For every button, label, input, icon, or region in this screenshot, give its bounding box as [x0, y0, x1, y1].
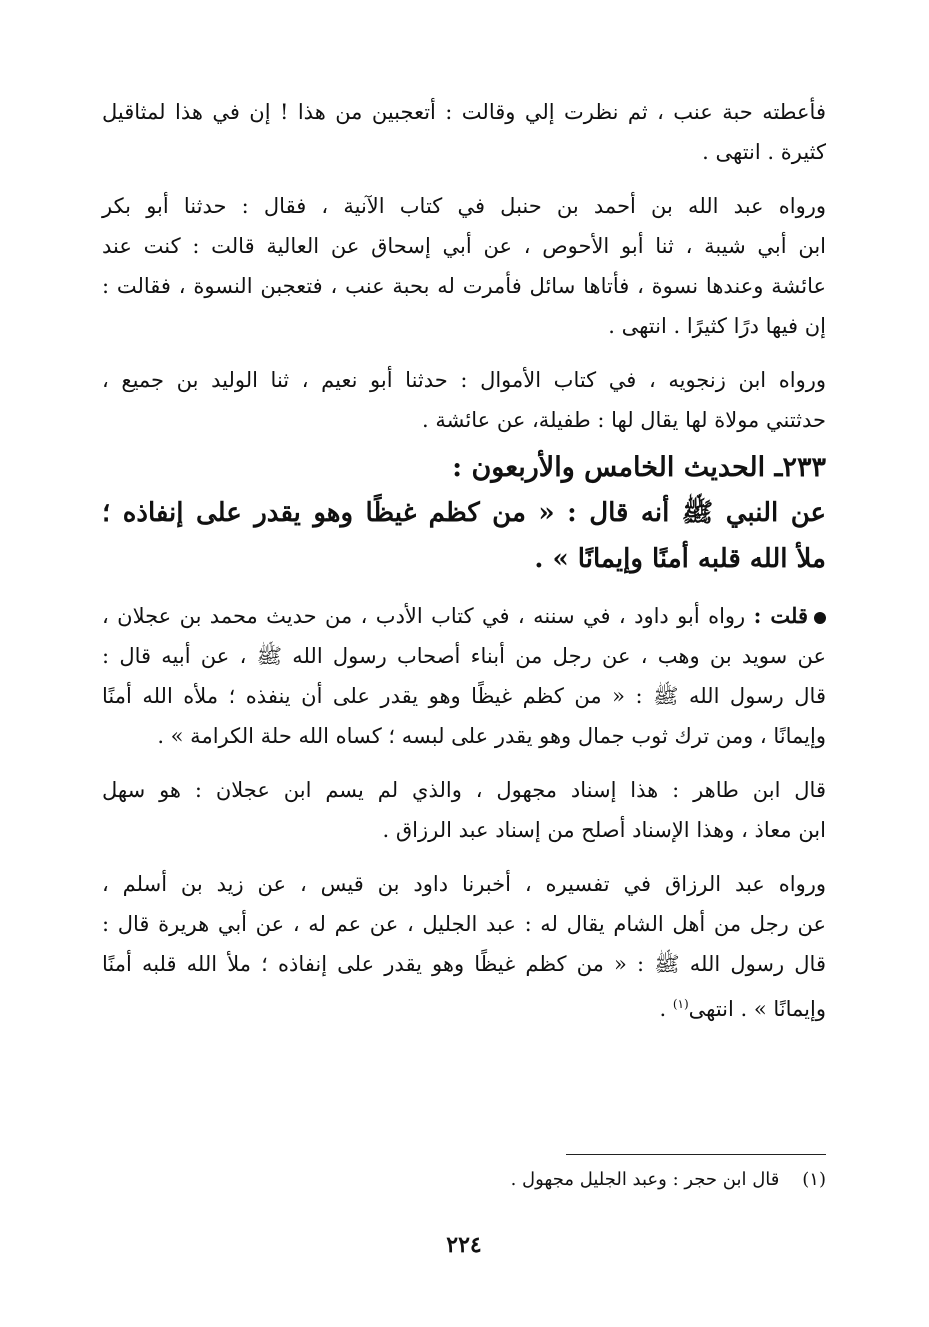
- text-line: ورواه عبد الرزاق في تفسيره ، أخبرنا داود بن قيس ، عن زيد بن أسلم ،: [102, 872, 826, 896]
- footnote-text: قال ابن حجر : وعبد الجليل مجهول .: [510, 1169, 780, 1190]
- bullet-icon: [814, 612, 826, 624]
- footnote-divider: [566, 1154, 826, 1155]
- text-line: كثيرة . انتهى .: [702, 140, 826, 164]
- text-line: حدثتني مولاة لها يقال لها : طفيلة، عن عائشة .: [422, 408, 826, 432]
- commentary-paragraph: [102, 596, 826, 756]
- text-line: قال ابن طاهر : هذا إسناد مجهول ، والذي لم يسم ابن عجلان : هو سهل: [102, 778, 826, 802]
- text-line: وإيمانًا ، ومن ترك ثوب جمال وهو يقدر على لبسه ؛ كساه الله حلة الكرامة » .: [157, 724, 826, 748]
- paragraph-5: [102, 770, 826, 850]
- paragraph-6: [102, 864, 826, 1029]
- paragraph-1: [102, 92, 826, 172]
- text-line: عائشة وعندها نسوة ، فأتاها سائل فأمرت له بحبة عنب ، فتعجبن النسوة ، فقالت :: [102, 274, 826, 298]
- text-line: ابن معاذ ، وهذا الإسناد أصلح من إسناد عبد الرزاق .: [382, 818, 826, 842]
- text-line: [102, 596, 826, 636]
- text-line: قال رسول الله ﷺ : « من كظم غيظًا وهو يقدر على إنفاذه ؛ ملأ الله قلبه أمنًا: [102, 952, 826, 976]
- text-line: عن النبي ﷺ أنه قال : « من كظم غيظًا وهو يقدر على إنفاذه ؛: [102, 498, 826, 528]
- paragraph-3: [102, 360, 826, 440]
- book-page: [102, 92, 826, 1292]
- footnote-reference[interactable]: (١): [672, 997, 689, 1011]
- text-line: إن فيها درًا كثيرًا . انتهى .: [608, 314, 826, 338]
- footnote-marker: (١): [802, 1169, 826, 1190]
- text-span: وإيمانًا » . انتهى: [688, 997, 826, 1021]
- text-line: ملأ الله قلبه أمنًا وإيمانًا » .: [534, 544, 826, 574]
- qult-label: قلت :: [753, 603, 808, 628]
- page-number: ٢٢٤: [446, 1232, 482, 1258]
- paragraph-2: [102, 186, 826, 346]
- text-line: قال رسول الله ﷺ : « من كظم غيظًا وهو يقدر على أن ينفذه ؛ ملأه الله أمنًا: [102, 684, 826, 708]
- text-line: فأعطته حبة عنب ، ثم نظرت إلي وقالت : أتعجبين من هذا ! إن في هذا لمثاقيل: [102, 100, 826, 124]
- hadith-text: [102, 490, 826, 582]
- text-line: ورواه عبد الله بن أحمد بن حنبل في كتاب الآنية ، فقال : حدثنا أبو بكر: [102, 194, 827, 218]
- text-line: وإيمانًا » . انتهى$^{(١)}$ .: [659, 997, 826, 1021]
- text-line: ورواه ابن زنجويه ، في كتاب الأموال : حدثنا أبو نعيم ، ثنا الوليد بن جميع ،: [102, 368, 826, 392]
- hadith-heading: ٢٣٣ـ الحديث الخامس والأربعون :: [452, 452, 826, 483]
- text-line: ابن أبي شيبة ، ثنا أبو الأحوص ، عن أبي إسحاق عن العالية قالت : كنت عند: [102, 234, 826, 258]
- text-span: رواه أبو داود ، في سننه ، في كتاب الأدب ، من حديث محمد بن عجلان ،: [102, 604, 746, 628]
- footnote: [511, 1166, 826, 1194]
- text-line: عن سويد بن وهب ، عن رجل من أبناء أصحاب رسول الله ﷺ ، عن أبيه قال :: [102, 644, 826, 668]
- text-line: عن رجل من أهل الشام يقال له : عبد الجليل ، عن عم له ، عن أبي هريرة قال :: [102, 912, 826, 936]
